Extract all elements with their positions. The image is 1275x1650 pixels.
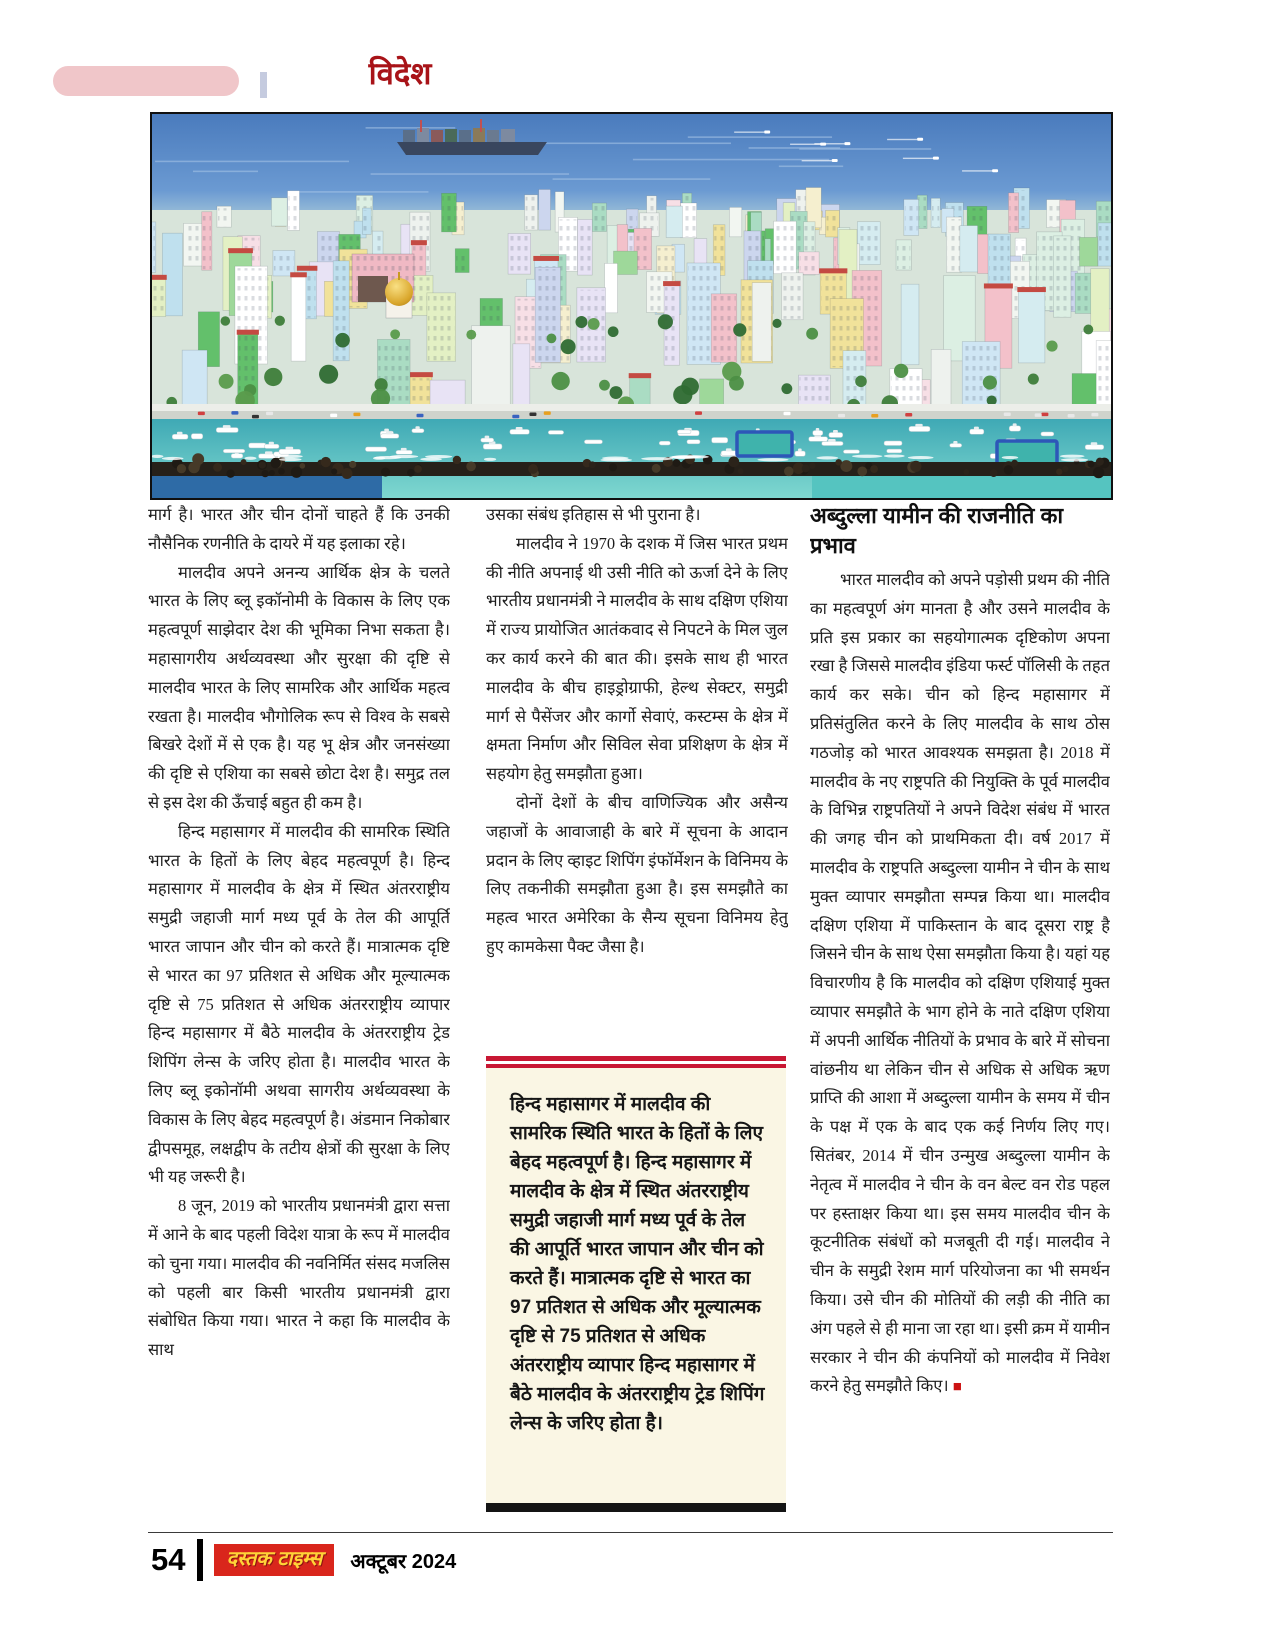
body-column-1 xyxy=(148,501,450,1515)
body-paragraph: दोनों देशों के बीच वाणिज्यिक और असैन्य जहाजों के आवाजाही के बारे में सूचना के आदान प्रदान के लिए व्हाइट शिपिंग इंफॉर्मेशन के विनिमय के लिए तकनीकी समझौता हुआ है। इस समझौते का महत्व भारत अमेरिका के सैन्य सूचना विनिमय हेतु हुए कामकेसा पैक्ट जैसा है। xyxy=(486,792,788,956)
body-paragraph: भारत मालदीव को अपने पड़ोसी प्रथम की नीति का महत्वपूर्ण अंग मानता है और उसने मालदीव के प्रति इस प्रकार का सहयोगात्मक दृष्टिकोण अपना रखा है जिससे मालदीव इंडिया फर्स्ट पॉलिसी के तहत कार्य कर सके। चीन को हिन्द महासागर में प्रतिसंतुलित करने के लिए मालदीव के साथ ठोस गठजोड़ को भारत आवश्यक समझता है। 2018 में मालदीव के नए राष्ट्रपति की नियुक्ति के पूर्व मालदीव के विभिन्न राष्ट्रपतियों ने अपने विदेश संबंध में भारत की जगह चीन को प्राथमिकता दी। वर्ष 2017 में मालदीव के राष्ट्रपति अब्दुल्ला यामीन ने चीन के साथ मुक्त व्यापार समझौता सम्पन्न किया था। मालदीव दक्षिण एशिया में पाकिस्तान के बाद दूसरा राष्ट्र है जिसने चीन के साथ ऐसा समझौता किया है। यहां यह विचारणीय है कि मालदीव को दक्षिण एशियाई मुक्त व्यापार समझौते के भाग होने के नाते दक्षिण एशिया में अपनी आर्थिक नीतियों के प्रभाव के बारे में सोचना वांछनीय था लेकिन चीन से अधिक से अधिक ऋण प्राप्ति की आशा में अब्दुल्ला यामीन के समय में चीन के पक्ष में एक के बाद एक कई निर्णय लिए गए। सितंबर, 2014 में चीन उन्मुख अब्दुल्ला यामीन के नेतृत्व में मालदीव ने चीन के वन बेल्ट वन रोड पहल पर हस्ताक्षर किया था। इस समय मालदीव चीन के कूटनीतिक संबंधों को मजबूती दी गई। मालदीव ने चीन के समुद्री रेशम मार्ग परियोजना का भी समर्थन किया। उसे चीन की मोतियों की लड़ी की नीति का अंग पहले से ही माना जा रहा था। इसी क्रम में यामीन सरकार ने चीन की कंपनियों को मालदीव में निवेश करने हेतु समझौते किए। ■ xyxy=(810,570,1110,1396)
body-paragraph: हिन्द महासागर में मालदीव की सामरिक स्थिति भारत के हितों के लिए बेहद महत्वपूर्ण है। हिन्द महासागर में मालदीव के क्षेत्र में स्थित अंतरराष्ट्रीय समुद्री जहाजी मार्ग मध्य पूर्व के तेल की आपूर्ति भारत जापान और चीन को करते हैं। मात्रात्मक दृष्टि से भारत का 97 प्रतिशत से अधिक और मूल्यात्मक दृष्टि से 75 प्रतिशत से अधिक अंतरराष्ट्रीय व्यापार हिन्द महासागर में बैठे मालदीव के अंतरराष्ट्रीय ट्रेड शिपिंग लेन्स के जरिए होता है। मालदीव भारत के लिए ब्लू इकोनॉमी अथवा सागरीय अर्थव्यवस्था के विकास के लिए बेहद महत्वपूर्ण है। अंडमान निकोबार द्वीपसमूह, लक्षद्वीप के तटीय क्षेत्रों की सुरक्षा के लिए भी यह जरूरी है। xyxy=(148,821,450,1187)
pullquote: हिन्द महासागर में मालदीव की सामरिक स्थिति भारत के हितों के लिए बेहद महत्वपूर्ण है। हिन्द महासागर में मालदीव के क्षेत्र में स्थित अंतरराष्ट्रीय समुद्री जहाजी मार्ग मध्य पूर्व के तेल की आपूर्ति भारत जापान और चीन को करते हैं। मात्रात्मक दृष्टि से भारत का 97 प्रतिशत से अधिक और मूल्यात्मक दृष्टि से 75 प्रतिशत से अधिक अंतरराष्ट्रीय व्यापार हिन्द महासागर में बैठे मालदीव के अंतरराष्ट्रीय ट्रेड शिपिंग लेन्स के जरिए होता है। xyxy=(486,1068,786,1512)
article-end-marker: ■ xyxy=(952,1379,962,1396)
body-paragraph: मालदीव ने 1970 के दशक में जिस भारत प्रथम की नीति अपनाई थी उसी नीति को ऊर्जा देने के लिए भारतीय प्रधानमंत्री ने मालदीव के साथ दक्षिण एशिया में राज्य प्रायोजित आतंकवाद से निपटने के मिल जुल कर कार्य करने की बात की। इसके साथ ही भारत मालदीव के बीच हाइड्रोग्राफी, हेल्थ सेक्टर, समुद्री मार्ग से पैसेंजर और कार्गो सेवाएं, कस्टम्स के क्षेत्र में क्षमता निर्माण और सिविल सेवा प्रशिक्षण के क्षेत्र में सहयोग हेतु समझौता हुआ। xyxy=(486,533,788,784)
body-paragraph: उसका संबंध इतिहास से भी पुराना है। xyxy=(486,505,701,524)
footer xyxy=(151,1537,456,1583)
footer-rule xyxy=(148,1532,1113,1533)
body-column-2 xyxy=(486,501,788,1051)
issue-date: अक्टूबर 2024 xyxy=(350,1550,457,1573)
section-title: विदेश xyxy=(368,56,432,91)
quay-road xyxy=(152,411,1111,419)
subsection-heading: अब्दुल्ला यामीन की राजनीति का प्रभाव xyxy=(810,503,1064,558)
masthead-placeholder xyxy=(53,66,239,96)
footer-divider-bar xyxy=(197,1539,203,1581)
body-paragraph: मालदीव अपने अनन्य आर्थिक क्षेत्र के चलते भारत के लिए ब्लू इकॉनोमी के विकास के लिए एक महत्वपूर्ण साझेदार देश की भूमिका निभा सकता है। महासागरीय अर्थव्यवस्था और सुरक्षा की दृष्टि से मालदीव भारत के लिए सामरिक और आर्थिक महत्व रखता है। मालदीव भौगोलिक रूप से विश्व के सबसे बिखरे देशों में से एक है। यह भू क्षेत्र और जनसंख्या की दृष्टि से एशिया का सबसे छोटा देश है। समुद्र तल से इस देश की ऊँचाई बहुत ही कम है। xyxy=(148,562,450,812)
body-paragraph: मार्ग है। भारत और चीन दोनों चाहते हैं कि उनकी नौसैनिक रणनीति के दायरे में यह इलाका रहे। xyxy=(148,505,450,553)
body-column-3 xyxy=(810,501,1110,1515)
body-paragraph: 8 जून, 2019 को भारतीय प्रधानमंत्री द्वारा सत्ता में आने के बाद पहली विदेश यात्रा के रूप में मालदीव को चुना गया। मालदीव की नवनिर्मित संसद मजलिस को पहली बार किसी भारतीय प्रधानमंत्री द्वारा संबोधित किया गया। भारत ने कहा कि मालदीव के साथ xyxy=(148,1196,450,1360)
pullquote-top-rule xyxy=(486,1056,786,1068)
page-number: 54 xyxy=(151,1542,186,1577)
article-photo xyxy=(150,112,1113,500)
masthead-divider xyxy=(260,72,267,98)
quay-wall xyxy=(152,404,1111,411)
magazine-logo: दस्तक टाइम्स xyxy=(214,1544,334,1576)
